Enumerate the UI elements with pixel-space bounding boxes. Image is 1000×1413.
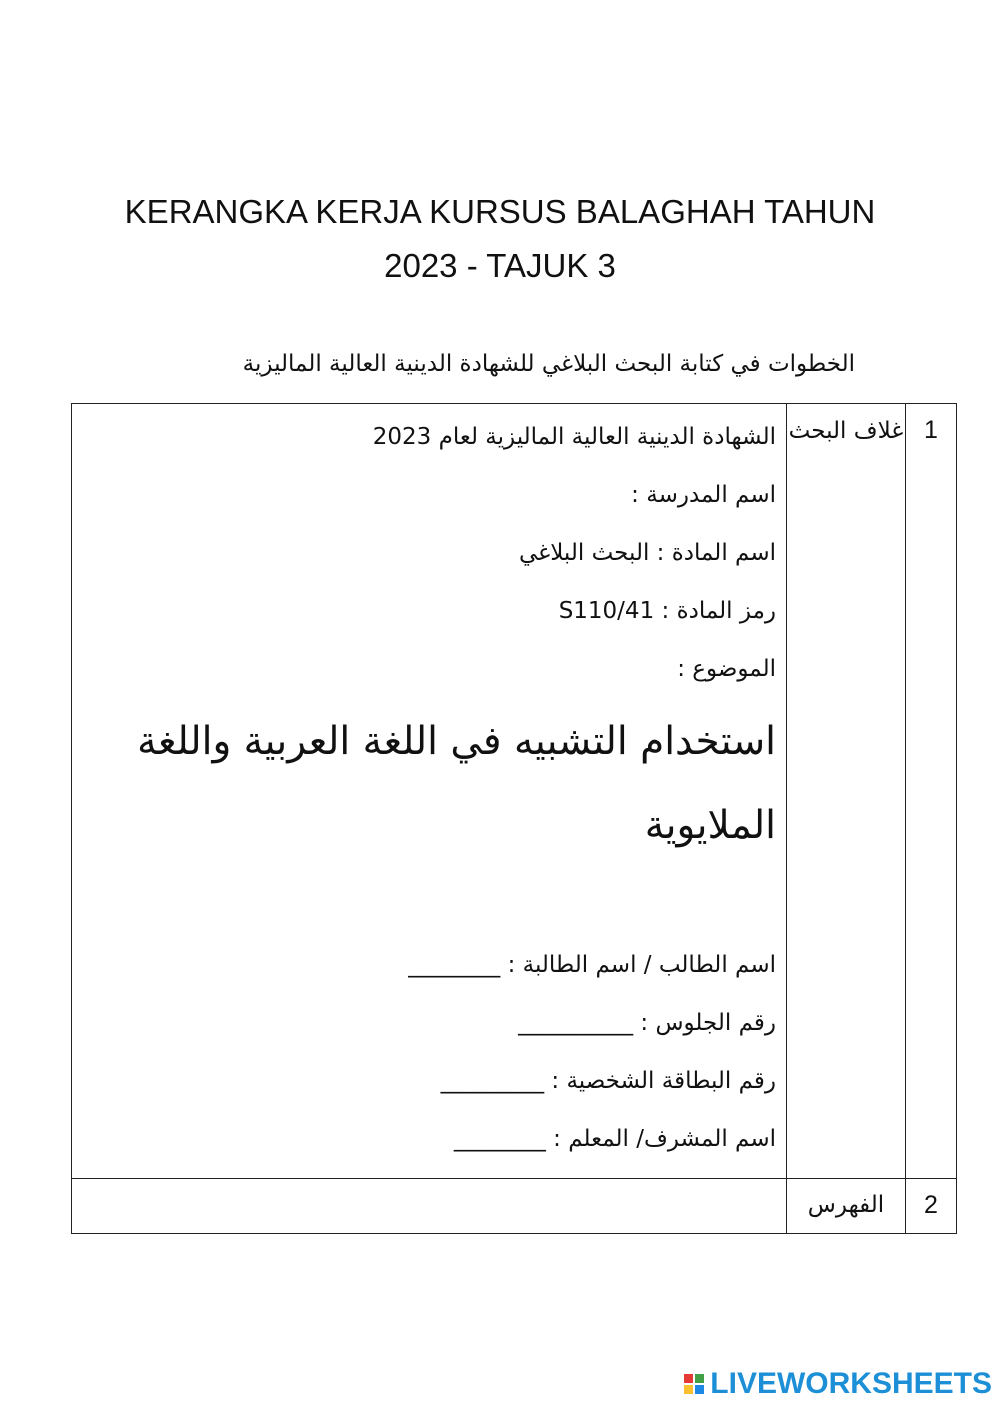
index-content — [72, 1179, 787, 1234]
cover-content — [72, 404, 787, 1179]
seat-number-line: رقم الجلوس : __________ — [518, 1010, 776, 1036]
section-name: الفهرس — [787, 1179, 906, 1234]
supervisor-line: اسم المشرف/ المعلم : ________ — [453, 1126, 776, 1152]
id-card-line: رقم البطاقة الشخصية : _________ — [440, 1068, 776, 1094]
topic-title: استخدام التشبيه في اللغة العربية واللغة الملايوية — [137, 719, 776, 848]
title-line-2: 2023 - TAJUK 3 — [384, 247, 616, 284]
code-label: رمز المادة : — [661, 598, 776, 624]
page-title — [0, 185, 1000, 293]
table-row — [72, 1179, 957, 1234]
row-number: 1 — [906, 404, 957, 1179]
student-name-line: اسم الطالب / اسم الطالبة : ________ — [408, 952, 776, 978]
page-subtitle: الخطوات في كتابة البحث البلاغي للشهادة الدينية العالية الماليزية — [242, 351, 855, 377]
code-value: S110/41 — [558, 598, 655, 624]
topic-label: الموضوع : — [677, 656, 776, 682]
liveworksheets-brand — [684, 1367, 992, 1401]
certificate-line: الشهادة الدينية العالية الماليزية لعام 2023 — [372, 424, 776, 450]
row-number: 2 — [906, 1179, 957, 1234]
liveworksheets-logo-icon — [684, 1374, 704, 1394]
table-row — [72, 404, 957, 1179]
title-line-1: KERANGKA KERJA KURSUS BALAGHAH TAHUN — [124, 193, 876, 230]
school-line: اسم المدرسة : — [631, 482, 776, 508]
brand-name: LIVEWORKSHEETS — [710, 1367, 992, 1400]
code-line — [80, 582, 776, 640]
subject-line: اسم المادة : البحث البلاغي — [519, 540, 776, 566]
outline-table — [71, 403, 957, 1234]
section-name: غلاف البحث — [787, 404, 906, 1179]
